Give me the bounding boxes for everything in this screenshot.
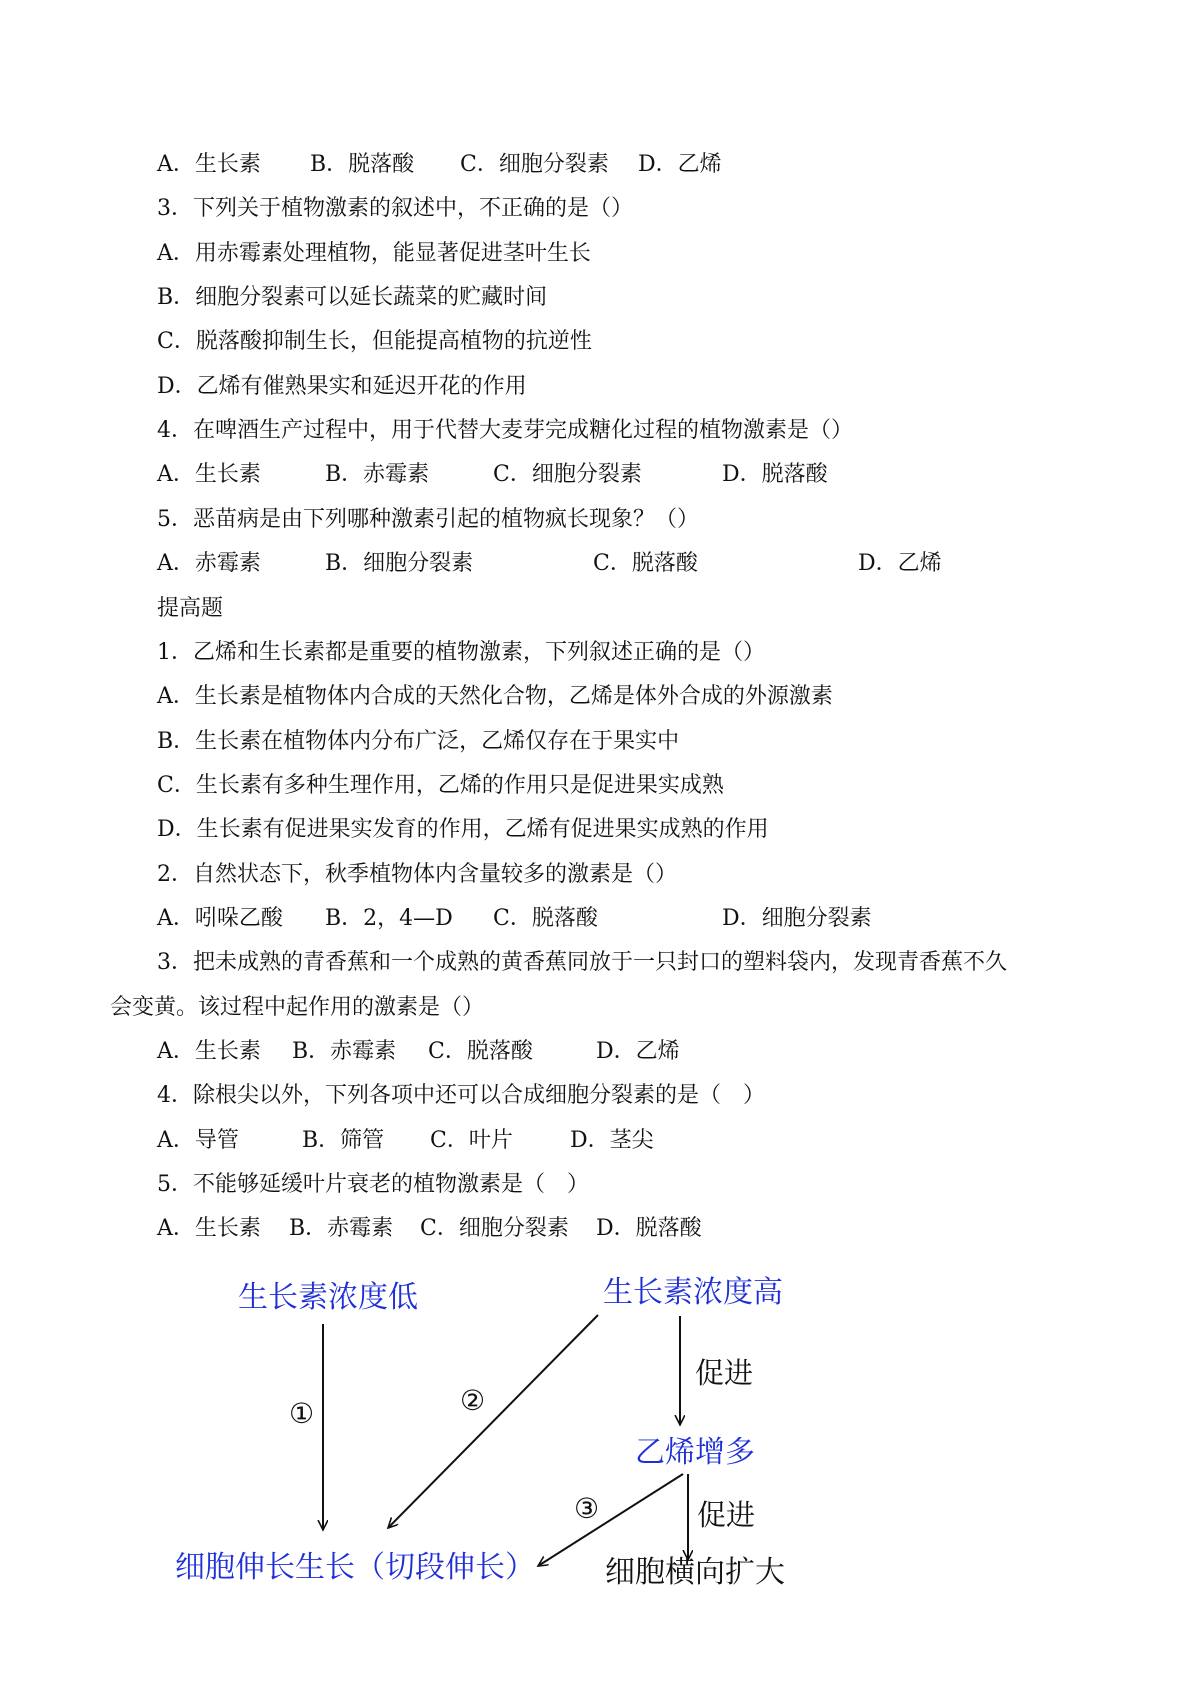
- option-item: B．脱落酸: [310, 152, 415, 177]
- option-item: A．吲哚乙酸: [157, 906, 283, 931]
- label-3: ③: [574, 1492, 600, 1525]
- node-auxin-low: 生长素浓度低: [238, 1280, 418, 1315]
- option-item: A．生长素: [157, 462, 261, 487]
- text-line: 5．不能够延缓叶片衰老的植物激素是（ ）: [157, 1172, 589, 1197]
- text-line: 4．除根尖以外，下列各项中还可以合成细胞分裂素的是（ ）: [157, 1083, 765, 1108]
- option-item: B．筛管: [302, 1128, 385, 1153]
- arrow-3: [538, 1474, 683, 1566]
- text-line: 3．把未成熟的青香蕉和一个成熟的黄香蕉同放于一只封口的塑料袋内，发现青香蕉不久: [157, 950, 1007, 975]
- option-item: C．脱落酸: [428, 1039, 533, 1064]
- option-item: C．细胞分裂素: [493, 462, 642, 487]
- option-item: D．茎尖: [570, 1128, 654, 1153]
- text-line: 5．恶苗病是由下列哪种激素引起的植物疯长现象？（）: [157, 507, 699, 532]
- option-item: D．乙烯: [858, 551, 942, 576]
- text-line: A．生长素是植物体内合成的天然化合物，乙烯是体外合成的外源激素: [157, 684, 833, 709]
- option-item: B．细胞分裂素: [325, 551, 474, 576]
- text-line: 2．自然状态下，秋季植物体内含量较多的激素是（）: [157, 862, 677, 887]
- text-line: B．生长素在植物体内分布广泛，乙烯仅存在于果实中: [157, 729, 680, 754]
- option-item: B．2，4—D: [325, 906, 453, 931]
- option-item: A．赤霉素: [157, 551, 261, 576]
- node-cell-elongation: 细胞伸长生长（切段伸长）: [175, 1550, 535, 1585]
- node-ethylene-increase: 乙烯增多: [635, 1435, 755, 1470]
- option-item: D．脱落酸: [722, 462, 828, 487]
- label-1: ①: [289, 1397, 315, 1430]
- option-item: B．赤霉素: [289, 1216, 394, 1241]
- option-item: D．乙烯: [638, 152, 722, 177]
- label-promote-1: 促进: [695, 1356, 754, 1390]
- text-line: 3．下列关于植物激素的叙述中，不正确的是（）: [157, 196, 633, 221]
- text-line: C．生长素有多种生理作用，乙烯的作用只是促进果实成熟: [157, 773, 724, 798]
- option-item: C．脱落酸: [493, 906, 598, 931]
- text-line: A．用赤霉素处理植物，能显著促进茎叶生长: [157, 241, 591, 266]
- option-item: C．脱落酸: [593, 551, 698, 576]
- option-item: B．赤霉素: [325, 462, 430, 487]
- section-heading: 提高题: [157, 596, 224, 621]
- option-item: A．生长素: [157, 1216, 261, 1241]
- text-line: 会变黄。该过程中起作用的激素是（）: [110, 995, 485, 1020]
- option-item: D．脱落酸: [596, 1216, 702, 1241]
- text-line: D．生长素有促进果实发育的作用，乙烯有促进果实成熟的作用: [157, 817, 769, 842]
- option-item: A．生长素: [157, 152, 261, 177]
- option-item: A．生长素: [157, 1039, 261, 1064]
- option-item: C．细胞分裂素: [420, 1216, 569, 1241]
- option-item: C．叶片: [430, 1128, 513, 1153]
- node-cell-expansion: 细胞横向扩大: [605, 1555, 785, 1590]
- option-item: D．乙烯: [596, 1039, 680, 1064]
- text-line: D．乙烯有催熟果实和延迟开花的作用: [157, 374, 527, 399]
- auxin-ethylene-diagram: [0, 1260, 1191, 1600]
- text-line: C．脱落酸抑制生长，但能提高植物的抗逆性: [157, 329, 592, 354]
- node-auxin-high: 生长素浓度高: [603, 1275, 783, 1310]
- option-item: D．细胞分裂素: [722, 906, 872, 931]
- option-item: A．导管: [157, 1128, 239, 1153]
- text-line: 1．乙烯和生长素都是重要的植物激素，下列叙述正确的是（）: [157, 640, 765, 665]
- text-line: B．细胞分裂素可以延长蔬菜的贮藏时间: [157, 285, 548, 310]
- text-line: 4．在啤酒生产过程中，用于代替大麦芽完成糖化过程的植物激素是（）: [157, 418, 853, 443]
- option-item: C．细胞分裂素: [460, 152, 609, 177]
- arrow-2: [388, 1315, 598, 1528]
- label-2: ②: [460, 1384, 486, 1417]
- option-item: B．赤霉素: [292, 1039, 397, 1064]
- label-promote-2: 促进: [697, 1498, 756, 1532]
